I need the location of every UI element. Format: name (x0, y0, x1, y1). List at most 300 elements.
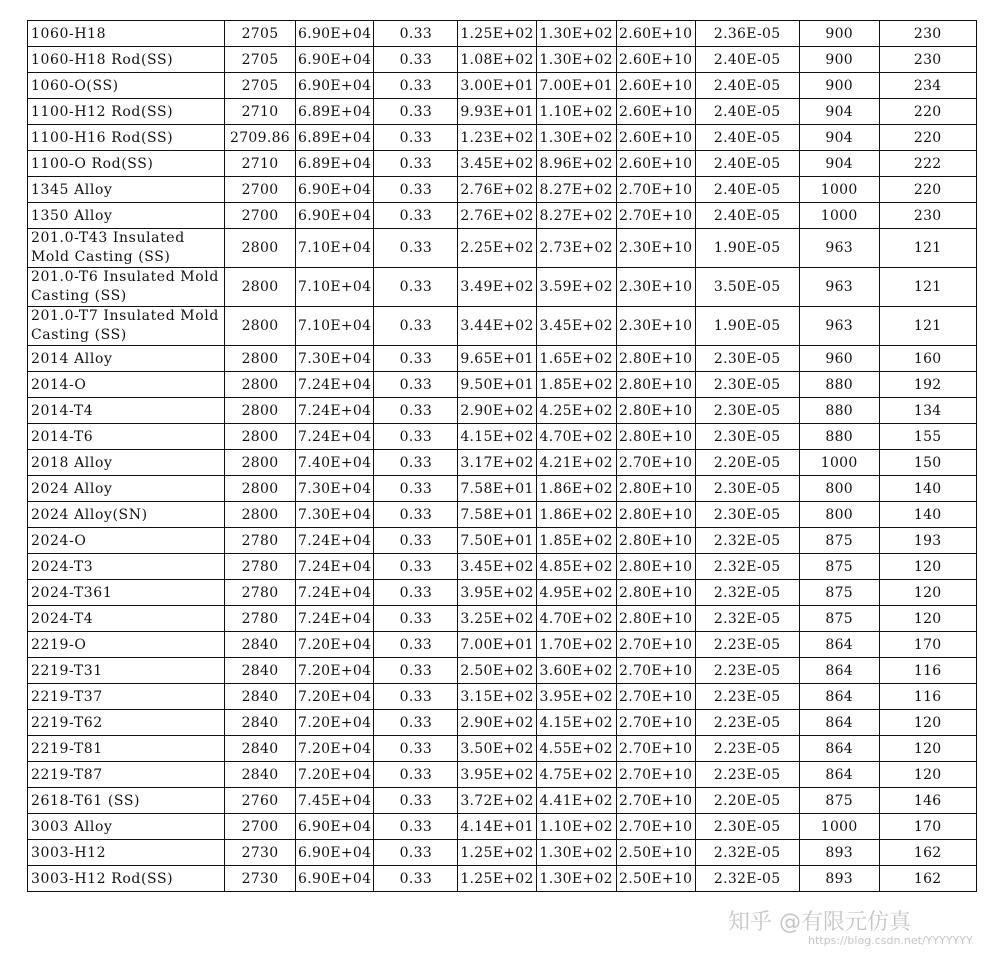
material-name-cell: 2024-T3 (28, 554, 225, 580)
table-row (28, 710, 977, 736)
shear-modulus-cell: 2.70E+10 (616, 710, 695, 736)
thermal-conductivity-cell: 134 (879, 398, 976, 424)
poissons-ratio-cell: 0.33 (374, 151, 458, 177)
table-row (28, 47, 977, 73)
material-name-cell: 1345 Alloy (28, 177, 225, 203)
youngs-modulus-cell: 7.24E+04 (296, 398, 374, 424)
specific-heat-cell: 1000 (799, 177, 879, 203)
poissons-ratio-cell: 0.33 (374, 684, 458, 710)
youngs-modulus-cell: 6.90E+04 (296, 73, 374, 99)
thermal-expansion-cell: 2.32E-05 (695, 866, 799, 892)
tensile-strength-cell: 3.59E+02 (536, 268, 616, 307)
tensile-strength-cell: 1.30E+02 (536, 21, 616, 47)
density-cell: 2710 (225, 99, 296, 125)
shear-modulus-cell: 2.80E+10 (616, 398, 695, 424)
density-cell: 2840 (225, 710, 296, 736)
tensile-strength-cell: 4.85E+02 (536, 554, 616, 580)
table-row (28, 736, 977, 762)
table-body (28, 21, 977, 892)
tensile-strength-cell: 1.86E+02 (536, 502, 616, 528)
table-row (28, 99, 977, 125)
material-name-cell: 2219-T62 (28, 710, 225, 736)
specific-heat-cell: 900 (799, 73, 879, 99)
thermal-conductivity-cell: 155 (879, 424, 976, 450)
specific-heat-cell: 963 (799, 229, 879, 268)
material-name-cell: 201.0-T6 Insulated Mold Casting (SS) (28, 268, 225, 307)
material-name-cell: 1100-H12 Rod(SS) (28, 99, 225, 125)
table-row (28, 840, 977, 866)
table-row (28, 762, 977, 788)
table-row (28, 229, 977, 268)
yield-strength-cell: 3.95E+02 (458, 580, 536, 606)
yield-strength-cell: 3.45E+02 (458, 554, 536, 580)
table-row (28, 268, 977, 307)
poissons-ratio-cell: 0.33 (374, 450, 458, 476)
yield-strength-cell: 4.15E+02 (458, 424, 536, 450)
thermal-conductivity-cell: 192 (879, 372, 976, 398)
thermal-conductivity-cell: 116 (879, 658, 976, 684)
material-name-cell: 2024-T4 (28, 606, 225, 632)
thermal-expansion-cell: 2.40E-05 (695, 125, 799, 151)
thermal-conductivity-cell: 220 (879, 125, 976, 151)
yield-strength-cell: 2.90E+02 (458, 398, 536, 424)
thermal-conductivity-cell: 230 (879, 21, 976, 47)
poissons-ratio-cell: 0.33 (374, 580, 458, 606)
thermal-expansion-cell: 2.23E-05 (695, 736, 799, 762)
material-name-cell: 2219-T87 (28, 762, 225, 788)
poissons-ratio-cell: 0.33 (374, 21, 458, 47)
thermal-conductivity-cell: 220 (879, 177, 976, 203)
density-cell: 2780 (225, 528, 296, 554)
thermal-expansion-cell: 2.30E-05 (695, 424, 799, 450)
shear-modulus-cell: 2.60E+10 (616, 151, 695, 177)
thermal-conductivity-cell: 234 (879, 73, 976, 99)
specific-heat-cell: 880 (799, 424, 879, 450)
shear-modulus-cell: 2.80E+10 (616, 606, 695, 632)
density-cell: 2800 (225, 398, 296, 424)
yield-strength-cell: 3.15E+02 (458, 684, 536, 710)
yield-strength-cell: 7.58E+01 (458, 502, 536, 528)
yield-strength-cell: 7.00E+01 (458, 632, 536, 658)
specific-heat-cell: 864 (799, 632, 879, 658)
tensile-strength-cell: 2.73E+02 (536, 229, 616, 268)
density-cell: 2840 (225, 632, 296, 658)
thermal-conductivity-cell: 150 (879, 450, 976, 476)
poissons-ratio-cell: 0.33 (374, 476, 458, 502)
material-name-cell: 2219-T81 (28, 736, 225, 762)
youngs-modulus-cell: 7.24E+04 (296, 424, 374, 450)
yield-strength-cell: 3.45E+02 (458, 151, 536, 177)
tensile-strength-cell: 4.41E+02 (536, 788, 616, 814)
shear-modulus-cell: 2.70E+10 (616, 814, 695, 840)
youngs-modulus-cell: 7.24E+04 (296, 606, 374, 632)
thermal-expansion-cell: 2.30E-05 (695, 476, 799, 502)
material-name-cell: 2219-T31 (28, 658, 225, 684)
yield-strength-cell: 3.17E+02 (458, 450, 536, 476)
material-name-cell: 1350 Alloy (28, 203, 225, 229)
table-row (28, 346, 977, 372)
poissons-ratio-cell: 0.33 (374, 229, 458, 268)
youngs-modulus-cell: 7.10E+04 (296, 268, 374, 307)
shear-modulus-cell: 2.70E+10 (616, 788, 695, 814)
specific-heat-cell: 880 (799, 372, 879, 398)
watermark-text: 知乎 @有限元仿真 (728, 910, 911, 935)
thermal-expansion-cell: 2.30E-05 (695, 346, 799, 372)
thermal-expansion-cell: 2.32E-05 (695, 840, 799, 866)
thermal-expansion-cell: 2.40E-05 (695, 203, 799, 229)
poissons-ratio-cell: 0.33 (374, 73, 458, 99)
material-name-cell: 3003-H12 (28, 840, 225, 866)
poissons-ratio-cell: 0.33 (374, 398, 458, 424)
yield-strength-cell: 9.50E+01 (458, 372, 536, 398)
density-cell: 2700 (225, 177, 296, 203)
youngs-modulus-cell: 7.20E+04 (296, 684, 374, 710)
thermal-conductivity-cell: 121 (879, 229, 976, 268)
density-cell: 2710 (225, 151, 296, 177)
density-cell: 2705 (225, 73, 296, 99)
thermal-conductivity-cell: 170 (879, 814, 976, 840)
shear-modulus-cell: 2.80E+10 (616, 346, 695, 372)
youngs-modulus-cell: 7.30E+04 (296, 502, 374, 528)
youngs-modulus-cell: 7.24E+04 (296, 580, 374, 606)
shear-modulus-cell: 2.70E+10 (616, 450, 695, 476)
table-row (28, 398, 977, 424)
poissons-ratio-cell: 0.33 (374, 99, 458, 125)
youngs-modulus-cell: 7.10E+04 (296, 229, 374, 268)
thermal-expansion-cell: 2.23E-05 (695, 632, 799, 658)
table-row (28, 866, 977, 892)
table-row (28, 203, 977, 229)
tensile-strength-cell: 8.27E+02 (536, 177, 616, 203)
thermal-expansion-cell: 2.20E-05 (695, 450, 799, 476)
table-row (28, 606, 977, 632)
density-cell: 2840 (225, 736, 296, 762)
shear-modulus-cell: 2.50E+10 (616, 866, 695, 892)
youngs-modulus-cell: 7.24E+04 (296, 554, 374, 580)
material-name-cell: 1060-O(SS) (28, 73, 225, 99)
yield-strength-cell: 1.08E+02 (458, 47, 536, 73)
tensile-strength-cell: 1.70E+02 (536, 632, 616, 658)
density-cell: 2800 (225, 502, 296, 528)
density-cell: 2780 (225, 606, 296, 632)
density-cell: 2800 (225, 450, 296, 476)
poissons-ratio-cell: 0.33 (374, 528, 458, 554)
specific-heat-cell: 963 (799, 268, 879, 307)
thermal-expansion-cell: 2.40E-05 (695, 151, 799, 177)
specific-heat-cell: 904 (799, 151, 879, 177)
shear-modulus-cell: 2.70E+10 (616, 632, 695, 658)
poissons-ratio-cell: 0.33 (374, 840, 458, 866)
thermal-conductivity-cell: 230 (879, 203, 976, 229)
shear-modulus-cell: 2.80E+10 (616, 502, 695, 528)
tensile-strength-cell: 1.30E+02 (536, 866, 616, 892)
youngs-modulus-cell: 6.90E+04 (296, 840, 374, 866)
yield-strength-cell: 3.49E+02 (458, 268, 536, 307)
thermal-conductivity-cell: 193 (879, 528, 976, 554)
shear-modulus-cell: 2.70E+10 (616, 684, 695, 710)
yield-strength-cell: 2.50E+02 (458, 658, 536, 684)
yield-strength-cell: 9.65E+01 (458, 346, 536, 372)
poissons-ratio-cell: 0.33 (374, 177, 458, 203)
specific-heat-cell: 864 (799, 736, 879, 762)
tensile-strength-cell: 1.30E+02 (536, 840, 616, 866)
density-cell: 2840 (225, 658, 296, 684)
shear-modulus-cell: 2.70E+10 (616, 658, 695, 684)
table-row (28, 424, 977, 450)
table-row (28, 554, 977, 580)
shear-modulus-cell: 2.80E+10 (616, 554, 695, 580)
density-cell: 2730 (225, 840, 296, 866)
tensile-strength-cell: 8.96E+02 (536, 151, 616, 177)
tensile-strength-cell: 1.86E+02 (536, 476, 616, 502)
yield-strength-cell: 1.25E+02 (458, 21, 536, 47)
thermal-expansion-cell: 2.23E-05 (695, 762, 799, 788)
material-name-cell: 1060-H18 (28, 21, 225, 47)
thermal-conductivity-cell: 120 (879, 762, 976, 788)
shear-modulus-cell: 2.60E+10 (616, 47, 695, 73)
density-cell: 2800 (225, 307, 296, 346)
yield-strength-cell: 2.90E+02 (458, 710, 536, 736)
material-name-cell: 3003 Alloy (28, 814, 225, 840)
thermal-conductivity-cell: 120 (879, 710, 976, 736)
youngs-modulus-cell: 7.24E+04 (296, 372, 374, 398)
tensile-strength-cell: 4.95E+02 (536, 580, 616, 606)
yield-strength-cell: 9.93E+01 (458, 99, 536, 125)
material-name-cell: 201.0-T7 Insulated Mold Casting (SS) (28, 307, 225, 346)
specific-heat-cell: 963 (799, 307, 879, 346)
tensile-strength-cell: 4.75E+02 (536, 762, 616, 788)
specific-heat-cell: 875 (799, 580, 879, 606)
youngs-modulus-cell: 7.24E+04 (296, 528, 374, 554)
yield-strength-cell: 3.72E+02 (458, 788, 536, 814)
youngs-modulus-cell: 6.90E+04 (296, 47, 374, 73)
shear-modulus-cell: 2.80E+10 (616, 372, 695, 398)
material-name-cell: 2024-O (28, 528, 225, 554)
tensile-strength-cell: 1.85E+02 (536, 528, 616, 554)
specific-heat-cell: 875 (799, 554, 879, 580)
density-cell: 2780 (225, 580, 296, 606)
shear-modulus-cell: 2.30E+10 (616, 229, 695, 268)
table-row (28, 502, 977, 528)
tensile-strength-cell: 4.25E+02 (536, 398, 616, 424)
thermal-expansion-cell: 2.32E-05 (695, 528, 799, 554)
specific-heat-cell: 1000 (799, 450, 879, 476)
thermal-conductivity-cell: 120 (879, 736, 976, 762)
specific-heat-cell: 864 (799, 684, 879, 710)
poissons-ratio-cell: 0.33 (374, 307, 458, 346)
thermal-expansion-cell: 2.30E-05 (695, 814, 799, 840)
density-cell: 2700 (225, 814, 296, 840)
thermal-expansion-cell: 2.23E-05 (695, 710, 799, 736)
shear-modulus-cell: 2.60E+10 (616, 73, 695, 99)
youngs-modulus-cell: 6.90E+04 (296, 203, 374, 229)
specific-heat-cell: 875 (799, 528, 879, 554)
yield-strength-cell: 3.95E+02 (458, 762, 536, 788)
material-name-cell: 2024 Alloy(SN) (28, 502, 225, 528)
thermal-conductivity-cell: 220 (879, 99, 976, 125)
tensile-strength-cell: 1.10E+02 (536, 99, 616, 125)
material-name-cell: 1060-H18 Rod(SS) (28, 47, 225, 73)
yield-strength-cell: 3.44E+02 (458, 307, 536, 346)
shear-modulus-cell: 2.70E+10 (616, 762, 695, 788)
density-cell: 2705 (225, 47, 296, 73)
tensile-strength-cell: 4.70E+02 (536, 606, 616, 632)
thermal-expansion-cell: 2.30E-05 (695, 502, 799, 528)
watermark-url: https://blog.csdn.net/YYYYYYY (808, 934, 973, 947)
density-cell: 2709.86 (225, 125, 296, 151)
material-table-container (27, 20, 977, 892)
youngs-modulus-cell: 7.30E+04 (296, 346, 374, 372)
material-name-cell: 2014-T4 (28, 398, 225, 424)
specific-heat-cell: 864 (799, 762, 879, 788)
density-cell: 2800 (225, 476, 296, 502)
tensile-strength-cell: 4.70E+02 (536, 424, 616, 450)
poissons-ratio-cell: 0.33 (374, 788, 458, 814)
thermal-expansion-cell: 2.36E-05 (695, 21, 799, 47)
yield-strength-cell: 3.50E+02 (458, 736, 536, 762)
tensile-strength-cell: 4.55E+02 (536, 736, 616, 762)
tensile-strength-cell: 4.15E+02 (536, 710, 616, 736)
thermal-expansion-cell: 2.40E-05 (695, 99, 799, 125)
thermal-expansion-cell: 1.90E-05 (695, 229, 799, 268)
table-row (28, 21, 977, 47)
poissons-ratio-cell: 0.33 (374, 554, 458, 580)
yield-strength-cell: 4.14E+01 (458, 814, 536, 840)
poissons-ratio-cell: 0.33 (374, 125, 458, 151)
material-name-cell: 2014-T6 (28, 424, 225, 450)
youngs-modulus-cell: 6.90E+04 (296, 866, 374, 892)
youngs-modulus-cell: 6.90E+04 (296, 814, 374, 840)
density-cell: 2800 (225, 268, 296, 307)
thermal-conductivity-cell: 120 (879, 606, 976, 632)
material-properties-table (27, 20, 977, 892)
poissons-ratio-cell: 0.33 (374, 814, 458, 840)
thermal-expansion-cell: 2.32E-05 (695, 606, 799, 632)
thermal-expansion-cell: 2.30E-05 (695, 372, 799, 398)
material-name-cell: 201.0-T43 Insulated Mold Casting (SS) (28, 229, 225, 268)
youngs-modulus-cell: 7.20E+04 (296, 736, 374, 762)
yield-strength-cell: 2.25E+02 (458, 229, 536, 268)
material-name-cell: 2014-O (28, 372, 225, 398)
shear-modulus-cell: 2.80E+10 (616, 476, 695, 502)
table-row (28, 684, 977, 710)
table-row (28, 632, 977, 658)
tensile-strength-cell: 1.65E+02 (536, 346, 616, 372)
specific-heat-cell: 900 (799, 21, 879, 47)
tensile-strength-cell: 8.27E+02 (536, 203, 616, 229)
tensile-strength-cell: 1.30E+02 (536, 47, 616, 73)
tensile-strength-cell: 3.45E+02 (536, 307, 616, 346)
specific-heat-cell: 893 (799, 840, 879, 866)
density-cell: 2760 (225, 788, 296, 814)
yield-strength-cell: 1.23E+02 (458, 125, 536, 151)
density-cell: 2730 (225, 866, 296, 892)
material-name-cell: 3003-H12 Rod(SS) (28, 866, 225, 892)
youngs-modulus-cell: 7.45E+04 (296, 788, 374, 814)
density-cell: 2800 (225, 424, 296, 450)
shear-modulus-cell: 2.70E+10 (616, 736, 695, 762)
material-name-cell: 2219-O (28, 632, 225, 658)
specific-heat-cell: 893 (799, 866, 879, 892)
density-cell: 2780 (225, 554, 296, 580)
thermal-conductivity-cell: 140 (879, 502, 976, 528)
thermal-conductivity-cell: 222 (879, 151, 976, 177)
thermal-expansion-cell: 2.40E-05 (695, 47, 799, 73)
yield-strength-cell: 1.25E+02 (458, 840, 536, 866)
thermal-conductivity-cell: 116 (879, 684, 976, 710)
shear-modulus-cell: 2.60E+10 (616, 99, 695, 125)
thermal-expansion-cell: 2.40E-05 (695, 177, 799, 203)
poissons-ratio-cell: 0.33 (374, 606, 458, 632)
poissons-ratio-cell: 0.33 (374, 372, 458, 398)
tensile-strength-cell: 1.85E+02 (536, 372, 616, 398)
tensile-strength-cell: 3.60E+02 (536, 658, 616, 684)
thermal-conductivity-cell: 170 (879, 632, 976, 658)
density-cell: 2705 (225, 21, 296, 47)
specific-heat-cell: 904 (799, 125, 879, 151)
density-cell: 2840 (225, 762, 296, 788)
poissons-ratio-cell: 0.33 (374, 710, 458, 736)
shear-modulus-cell: 2.80E+10 (616, 528, 695, 554)
material-name-cell: 2618-T61 (SS) (28, 788, 225, 814)
thermal-expansion-cell: 2.40E-05 (695, 73, 799, 99)
tensile-strength-cell: 3.95E+02 (536, 684, 616, 710)
thermal-conductivity-cell: 120 (879, 580, 976, 606)
table-row (28, 528, 977, 554)
shear-modulus-cell: 2.30E+10 (616, 307, 695, 346)
thermal-conductivity-cell: 121 (879, 268, 976, 307)
yield-strength-cell: 2.76E+02 (458, 203, 536, 229)
youngs-modulus-cell: 6.90E+04 (296, 21, 374, 47)
table-row (28, 73, 977, 99)
density-cell: 2800 (225, 346, 296, 372)
thermal-expansion-cell: 2.20E-05 (695, 788, 799, 814)
poissons-ratio-cell: 0.33 (374, 268, 458, 307)
thermal-conductivity-cell: 162 (879, 840, 976, 866)
material-name-cell: 2014 Alloy (28, 346, 225, 372)
specific-heat-cell: 864 (799, 658, 879, 684)
tensile-strength-cell: 1.30E+02 (536, 125, 616, 151)
poissons-ratio-cell: 0.33 (374, 47, 458, 73)
youngs-modulus-cell: 7.10E+04 (296, 307, 374, 346)
youngs-modulus-cell: 6.90E+04 (296, 177, 374, 203)
poissons-ratio-cell: 0.33 (374, 502, 458, 528)
table-row (28, 580, 977, 606)
specific-heat-cell: 800 (799, 476, 879, 502)
thermal-expansion-cell: 2.32E-05 (695, 580, 799, 606)
material-name-cell: 2024 Alloy (28, 476, 225, 502)
thermal-conductivity-cell: 162 (879, 866, 976, 892)
tensile-strength-cell: 4.21E+02 (536, 450, 616, 476)
thermal-conductivity-cell: 160 (879, 346, 976, 372)
yield-strength-cell: 3.25E+02 (458, 606, 536, 632)
density-cell: 2840 (225, 684, 296, 710)
material-name-cell: 2024-T361 (28, 580, 225, 606)
youngs-modulus-cell: 7.40E+04 (296, 450, 374, 476)
table-row (28, 450, 977, 476)
yield-strength-cell: 1.25E+02 (458, 866, 536, 892)
shear-modulus-cell: 2.50E+10 (616, 840, 695, 866)
yield-strength-cell: 2.76E+02 (458, 177, 536, 203)
poissons-ratio-cell: 0.33 (374, 346, 458, 372)
specific-heat-cell: 875 (799, 788, 879, 814)
thermal-expansion-cell: 1.90E-05 (695, 307, 799, 346)
specific-heat-cell: 960 (799, 346, 879, 372)
specific-heat-cell: 900 (799, 47, 879, 73)
shear-modulus-cell: 2.80E+10 (616, 580, 695, 606)
poissons-ratio-cell: 0.33 (374, 632, 458, 658)
shear-modulus-cell: 2.70E+10 (616, 203, 695, 229)
